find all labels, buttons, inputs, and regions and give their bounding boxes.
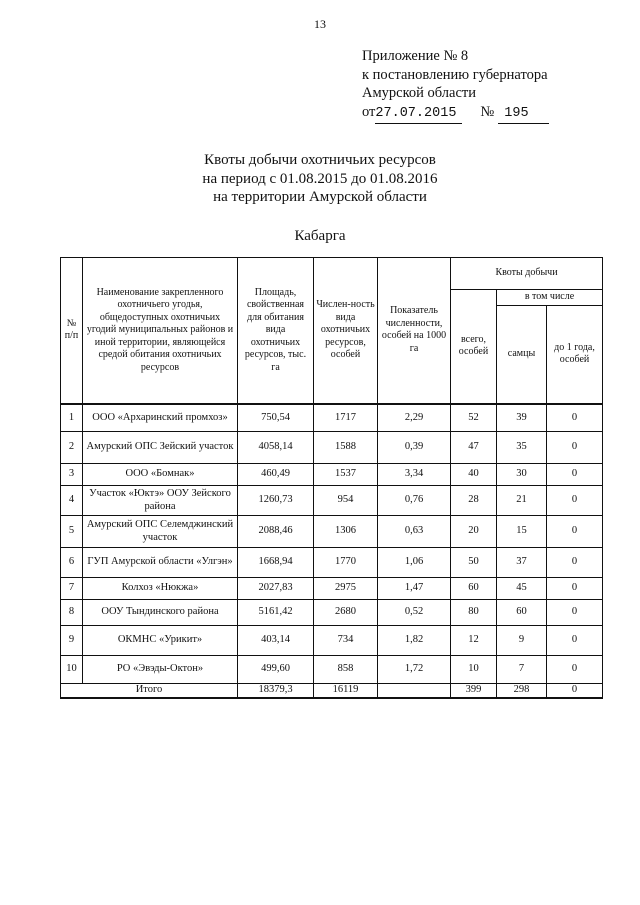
cell-count: 2975: [314, 578, 378, 600]
cell-total: 40: [451, 464, 497, 486]
cell-total: 12: [451, 626, 497, 656]
cell-name: ГУП Амурской области «Улгэн»: [83, 548, 238, 578]
appendix-line-1: Приложение № 8: [362, 48, 469, 64]
table-row: [61, 464, 603, 486]
cell-count: 2680: [314, 600, 378, 626]
cell-count: 954: [314, 486, 378, 516]
cell-count: 1537: [314, 464, 378, 486]
cell-index: 1,82: [378, 626, 451, 656]
cell-males: 60: [497, 600, 547, 626]
cell-males: 45: [497, 578, 547, 600]
header-young: до 1 года, особей: [547, 306, 603, 404]
header-index: Показатель численности, особей на 1000 га: [378, 258, 451, 404]
cell-total: 50: [451, 548, 497, 578]
totals-label: Итого: [61, 684, 238, 698]
cell-young: 0: [547, 548, 603, 578]
cell-num: 10: [61, 656, 83, 684]
cell-name: Колхоз «Нюкжа»: [83, 578, 238, 600]
cell-total: 47: [451, 432, 497, 464]
table-row: [61, 656, 603, 684]
header-quota: Квоты добычи: [451, 258, 603, 290]
cell-area: 1260,73: [238, 486, 314, 516]
cell-name: РО «Эвэды-Октон»: [83, 656, 238, 684]
cell-index: 0,76: [378, 486, 451, 516]
table-body: [61, 404, 603, 698]
cell-area: 499,60: [238, 656, 314, 684]
cell-index: 0,52: [378, 600, 451, 626]
cell-males: 9: [497, 626, 547, 656]
table-row: [61, 432, 603, 464]
cell-count: 1717: [314, 404, 378, 432]
title-line-3: на территории Амурской области: [213, 189, 427, 205]
date-value: 27.07.2015: [375, 105, 462, 125]
cell-num: 9: [61, 626, 83, 656]
species-subtitle: Кабарга: [294, 228, 346, 244]
cell-num: 4: [61, 486, 83, 516]
cell-area: 460,49: [238, 464, 314, 486]
cell-area: 5161,42: [238, 600, 314, 626]
appendix-date-line: [362, 103, 549, 125]
header-name: Наименование закрепленного охотничьего угодья, общедоступных охотничьих угодий муниципальных районов и иной территории, являющейся средой обитания охотничьих ресурсов: [83, 258, 238, 404]
cell-num: 8: [61, 600, 83, 626]
cell-count: 1770: [314, 548, 378, 578]
cell-young: 0: [547, 656, 603, 684]
cell-total: 10: [451, 656, 497, 684]
cell-name: Амурский ОПС Селемджинский участок: [83, 516, 238, 548]
cell-males: 35: [497, 432, 547, 464]
cell-young: 0: [547, 626, 603, 656]
cell-total: 60: [451, 578, 497, 600]
cell-count: 1588: [314, 432, 378, 464]
cell-name: Амурский ОПС Зейский участок: [83, 432, 238, 464]
cell-num: 6: [61, 548, 83, 578]
table-row: [61, 404, 603, 432]
totals-total: 399: [451, 684, 497, 698]
cell-area: 403,14: [238, 626, 314, 656]
cell-num: 3: [61, 464, 83, 486]
cell-index: 1,47: [378, 578, 451, 600]
page-number: 13: [314, 17, 326, 31]
table-row: [61, 486, 603, 516]
cell-young: 0: [547, 516, 603, 548]
cell-males: 21: [497, 486, 547, 516]
cell-num: 7: [61, 578, 83, 600]
header-area: Площадь, свойственная для обитания вида охотничьих ресурсов, тыс. га: [238, 258, 314, 404]
totals-males: 298: [497, 684, 547, 698]
totals-young: 0: [547, 684, 603, 698]
title-line-1: Квоты добычи охотничьих ресурсов: [204, 152, 436, 168]
cell-name: Участок «Юктэ» ООУ Зейского района: [83, 486, 238, 516]
table-row: [61, 578, 603, 600]
cell-name: ООО «Архаринский промхоз»: [83, 404, 238, 432]
header-total: всего, особей: [451, 290, 497, 404]
table-row: [61, 548, 603, 578]
cell-total: 52: [451, 404, 497, 432]
header-count: Числен-ность вида охотничьих ресурсов, особей: [314, 258, 378, 404]
cell-area: 1668,94: [238, 548, 314, 578]
header-males: самцы: [497, 306, 547, 404]
table-row: [61, 626, 603, 656]
cell-young: 0: [547, 578, 603, 600]
cell-area: 2027,83: [238, 578, 314, 600]
cell-young: 0: [547, 432, 603, 464]
cell-name: ООУ Тындинского района: [83, 600, 238, 626]
appendix-block: [362, 47, 549, 124]
cell-young: 0: [547, 404, 603, 432]
totals-index: [378, 684, 451, 698]
totals-count: 16119: [314, 684, 378, 698]
cell-young: 0: [547, 600, 603, 626]
cell-name: ООО «Бомнак»: [83, 464, 238, 486]
cell-num: 2: [61, 432, 83, 464]
header-num: № п/п: [61, 258, 83, 404]
cell-index: 1,06: [378, 548, 451, 578]
cell-area: 4058,14: [238, 432, 314, 464]
appendix-line-2: к постановлению губернатора: [362, 66, 548, 83]
cell-males: 30: [497, 464, 547, 486]
table-row: [61, 516, 603, 548]
cell-index: 0,63: [378, 516, 451, 548]
cell-total: 20: [451, 516, 497, 548]
appendix-line-3: Амурской области: [362, 85, 476, 101]
totals-row: [61, 684, 603, 698]
cell-name: ОКМНС «Урикит»: [83, 626, 238, 656]
quota-table: [60, 257, 603, 699]
number-prefix: №: [480, 103, 495, 120]
cell-total: 28: [451, 486, 497, 516]
cell-count: 858: [314, 656, 378, 684]
cell-count: 734: [314, 626, 378, 656]
document-title: [0, 151, 640, 207]
cell-males: 39: [497, 404, 547, 432]
cell-males: 7: [497, 656, 547, 684]
cell-area: 750,54: [238, 404, 314, 432]
cell-young: 0: [547, 486, 603, 516]
header-including: в том числе: [497, 290, 603, 306]
cell-count: 1306: [314, 516, 378, 548]
cell-total: 80: [451, 600, 497, 626]
cell-num: 1: [61, 404, 83, 432]
cell-index: 1,72: [378, 656, 451, 684]
cell-index: 0,39: [378, 432, 451, 464]
table-row: [61, 600, 603, 626]
cell-males: 15: [497, 516, 547, 548]
number-value: 195: [498, 105, 549, 125]
cell-area: 2088,46: [238, 516, 314, 548]
date-prefix: от: [362, 103, 376, 120]
cell-males: 37: [497, 548, 547, 578]
title-line-2: на период с 01.08.2015 до 01.08.2016: [202, 170, 438, 187]
cell-index: 2,29: [378, 404, 451, 432]
totals-area: 18379,3: [238, 684, 314, 698]
cell-index: 3,34: [378, 464, 451, 486]
cell-num: 5: [61, 516, 83, 548]
cell-young: 0: [547, 464, 603, 486]
